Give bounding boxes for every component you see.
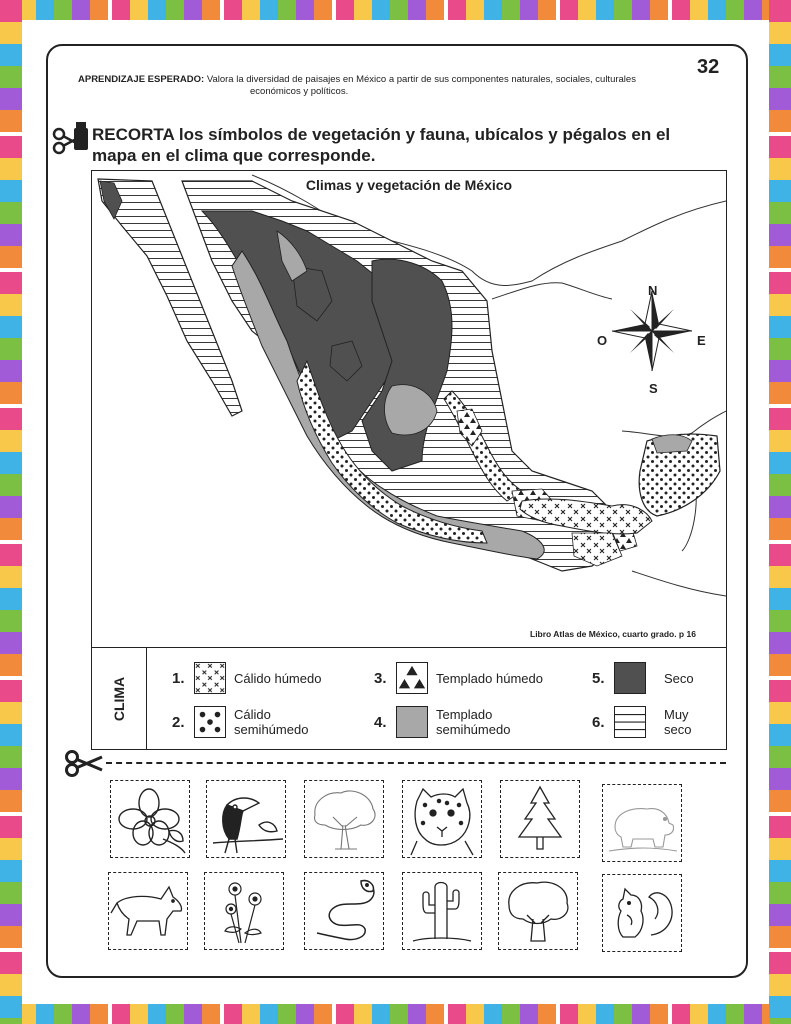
right-color-border <box>769 0 791 1024</box>
cutout-card-flower[interactable] <box>110 780 190 858</box>
compass-east-label: E <box>697 333 706 348</box>
crosses-swatch-icon <box>194 662 226 694</box>
flower-icon <box>111 781 189 857</box>
objective-text-line1: Valora la diversidad de paisajes en México a partir de sus componentes naturales, sociales, culturales <box>206 74 636 85</box>
legend-item-seco: 5. Seco <box>592 662 694 694</box>
legend-item-muy-seco: 6. Muy seco <box>592 707 692 737</box>
top-color-border <box>0 0 791 20</box>
cactus-icon <box>403 873 481 949</box>
compass-south-label: S <box>649 381 658 396</box>
cutout-card-toucan[interactable] <box>206 780 286 858</box>
bear-icon <box>603 785 681 861</box>
dark-gray-swatch-icon <box>614 662 646 694</box>
compass-west-label: O <box>597 333 608 348</box>
objective-label: APRENDIZAJE ESPERADO: <box>78 74 205 85</box>
learning-objective <box>78 74 698 98</box>
horizontal-lines-swatch-icon <box>614 706 646 738</box>
toucan-icon <box>207 781 285 857</box>
legend-item-templado-humedo: 3. Templado húmedo <box>374 662 543 694</box>
legend-item-calido-semihumedo: 2. Cálido semihúmedo <box>172 707 309 737</box>
coyote-icon <box>109 873 187 949</box>
cutout-card-cactus[interactable] <box>402 872 482 950</box>
dots-swatch-icon <box>194 706 226 738</box>
cutout-card-tree[interactable] <box>304 780 384 858</box>
cut-line <box>106 762 726 764</box>
map-title: Climas y vegetación de México <box>305 177 513 193</box>
objective-text-line2: económicos y políticos. <box>250 86 349 97</box>
cutout-card-snake[interactable] <box>304 872 384 950</box>
cutout-card-coyote[interactable] <box>108 872 188 950</box>
instruction-line2: mapa en el clima que corresponde. <box>92 146 376 165</box>
cutout-card-bear[interactable] <box>602 784 682 862</box>
map-credit: Libro Atlas de México, cuarto grado. p 16 <box>530 629 696 639</box>
page-number: 32 <box>697 56 720 78</box>
scissors-glue-icon <box>52 120 92 158</box>
cutout-card-pine-tree[interactable] <box>500 780 580 858</box>
pine-tree-icon <box>501 781 579 857</box>
daisy-plant-icon <box>205 873 283 949</box>
squirrel-icon <box>603 875 681 951</box>
triangles-swatch-icon <box>396 662 428 694</box>
climate-map-panel <box>91 170 727 750</box>
legend-heading: CLIMA <box>111 676 127 722</box>
legend-item-templado-semihumedo: 4. Templado semihúmedo <box>374 707 511 737</box>
scissors-icon <box>64 748 104 778</box>
jaguar-icon <box>403 781 481 857</box>
cutout-card-jaguar[interactable] <box>402 780 482 858</box>
cutout-card-squirrel[interactable] <box>602 874 682 952</box>
cutout-card-daisy-plant[interactable] <box>204 872 284 950</box>
snake-icon <box>305 873 383 949</box>
compass-north-label: N <box>648 283 658 298</box>
oak-tree-icon <box>499 873 577 949</box>
legend-item-calido-humedo: 1. Cálido húmedo <box>172 662 321 694</box>
compass-rose <box>612 291 692 371</box>
instruction-text <box>92 124 732 166</box>
cutout-card-oak-tree[interactable] <box>498 872 578 950</box>
mexico-climate-map <box>92 171 726 647</box>
tree-icon <box>305 781 383 857</box>
bottom-color-border <box>0 1004 791 1024</box>
instruction-line1: RECORTA los símbolos de vegetación y fauna, ubícalos y pégalos en el <box>92 125 671 144</box>
left-color-border <box>0 0 22 1024</box>
legend-heading-box <box>92 648 147 750</box>
light-gray-swatch-icon <box>396 706 428 738</box>
climate-legend <box>92 647 726 750</box>
